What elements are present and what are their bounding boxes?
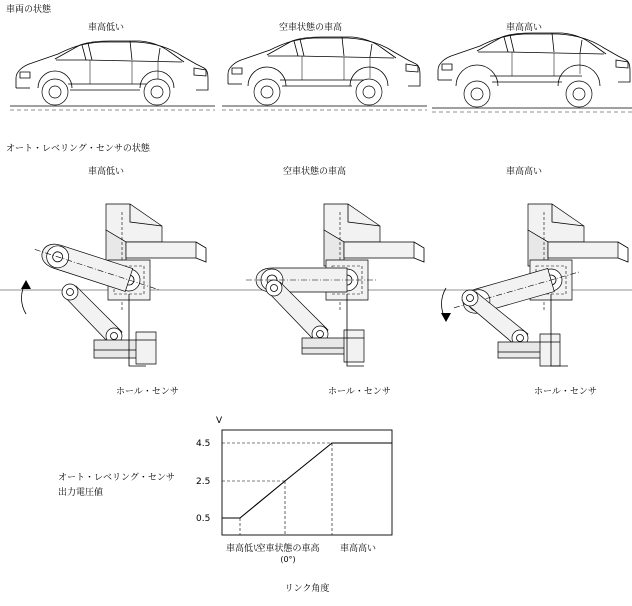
section-title-sensor-state: オート・レベリング・センサの状態 xyxy=(6,144,150,154)
linkage-high xyxy=(441,204,628,366)
callout-hall-sensor-high: ホール・センサ xyxy=(534,387,597,397)
callout-hall-sensor-low: ホール・センサ xyxy=(116,387,179,397)
chart-cat-low: 車高低い xyxy=(226,544,263,554)
sensor-label-normal: 空車状態の車高 xyxy=(283,167,347,177)
vehicle-illustrations xyxy=(0,18,632,118)
ytick-0-5: 0.5 xyxy=(196,514,211,524)
vehicle-label-high: 車高高い xyxy=(506,23,543,33)
vehicle-label-normal: 空車状態の車高 xyxy=(279,23,343,33)
linkage-normal xyxy=(246,204,424,366)
chart-xlabel: リンク角度 xyxy=(284,584,330,594)
chart-cat-normal: 空車状態の車高 xyxy=(256,544,320,554)
sensor-illustrations xyxy=(0,182,632,382)
chart-ylabel: V xyxy=(216,416,223,426)
chart-cat-high: 車高高い xyxy=(340,544,377,554)
sensor-label-high: 車高高い xyxy=(506,167,543,177)
callout-hall-sensor-normal: ホール・センサ xyxy=(328,387,391,397)
section-title-vehicle-state: 車両の状態 xyxy=(6,5,52,15)
ytick-4-5: 4.5 xyxy=(196,439,211,449)
sensor-label-low: 車高低い xyxy=(88,167,125,177)
chart-cat-normal-sub: (0°) xyxy=(280,555,296,564)
car-normal xyxy=(222,37,427,110)
ytick-2-5: 2.5 xyxy=(196,477,211,487)
chart-caption-line1: オート・レベリング・センサ xyxy=(58,473,175,483)
linkage-low xyxy=(21,204,206,366)
vehicle-label-low: 車高低い xyxy=(88,23,125,33)
car-low xyxy=(10,41,215,110)
chart-caption-line2: 出力電圧値 xyxy=(58,488,104,498)
car-high xyxy=(432,33,632,112)
output-voltage-chart xyxy=(0,405,632,605)
